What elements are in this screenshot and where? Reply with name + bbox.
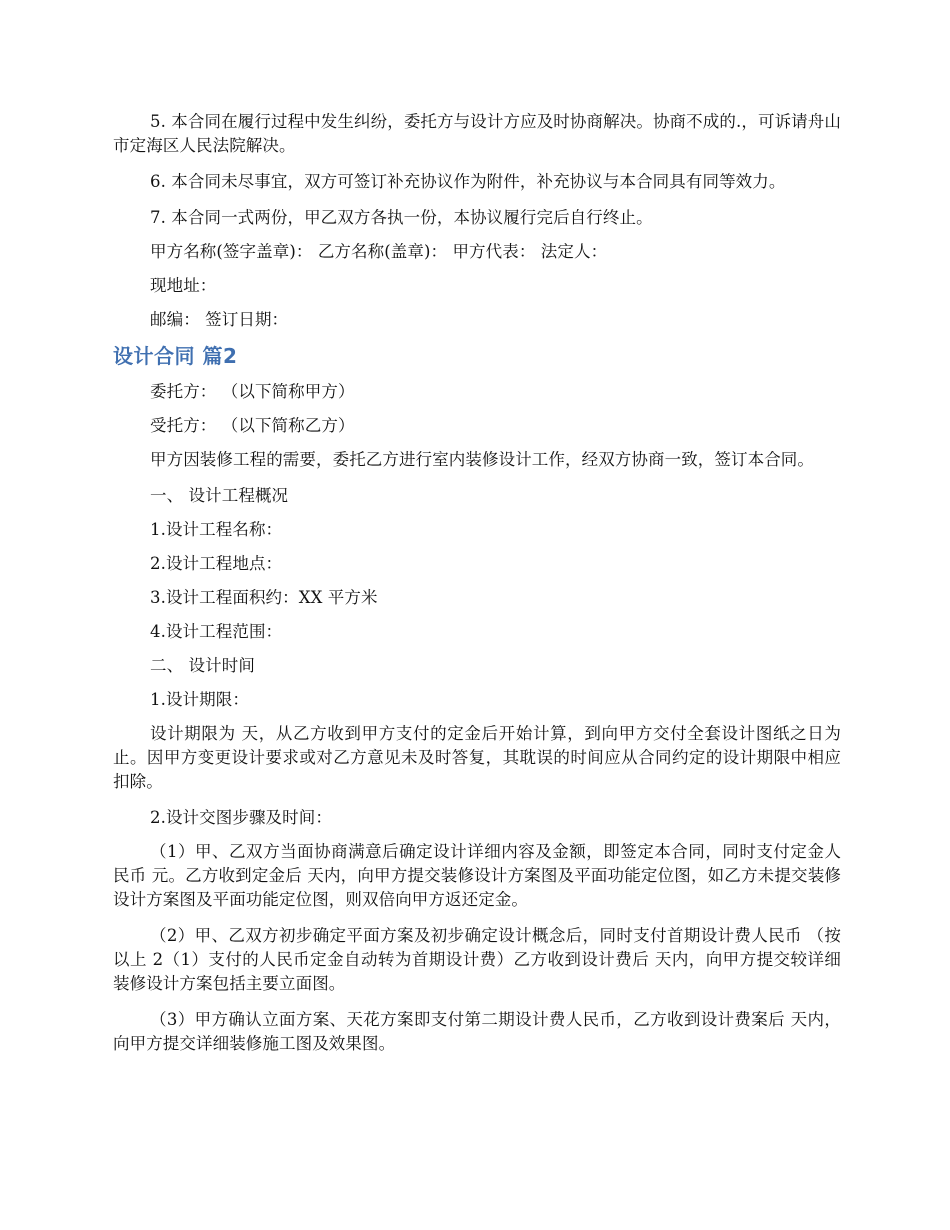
project-location: 2.设计工程地点： [150, 554, 283, 573]
clause-6: 6. 本合同未尽事宜，双方可签订补充协议作为附件，补充协议与本合同具有同等效力。 [150, 172, 786, 191]
signature-line: 甲方名称(签字盖章)： 乙方名称(盖章)： 甲方代表： 法定人： [150, 242, 608, 261]
design-period-title: 1.设计期限： [150, 690, 249, 709]
client-line: 委托方： （以下简称甲方） [150, 382, 355, 401]
drawing-steps-title: 2.设计交图步骤及时间： [150, 808, 332, 827]
design-period-paragraph: 设计期限为 天，从乙方收到甲方支付的定金后开始计算，到向甲方交付全套设计图纸之日为止。因甲方变更设计要求或对乙方意见未及时答复，其耽误的时间应从合同约定的设计期限中相应扣除。 [113, 724, 841, 791]
postcode-date-line: 邮编： 签订日期： [150, 310, 289, 329]
step-2-paragraph: （2）甲、乙双方初步确定平面方案及初步确定设计概念后，同时支付首期设计费人民币 （按以上 2（1）支付的人民币定金自动转为首期设计费）乙方收到设计费后 天内，向甲方提交较详细装修设计方案包括主要立面图。 [113, 926, 841, 993]
address-line: 现地址： [150, 276, 217, 295]
step-3-paragraph: （3）甲方确认立面方案、天花方案即支付第二期设计费人民币，乙方收到设计费案后 天内，向甲方提交详细装修施工图及效果图。 [113, 1010, 841, 1053]
section-1-title: 一、 设计工程概况 [150, 486, 289, 505]
clause-7: 7. 本合同一式两份，甲乙双方各执一份，本协议履行完后自行终止。 [150, 208, 653, 227]
section-heading: 设计合同 篇2 [113, 344, 238, 368]
step-1-paragraph: （1）甲、乙双方当面协商满意后确定设计详细内容及金额，即签定本合同，同时支付定金人民币 元。乙方收到定金后 天内，向甲方提交装修设计方案图及平面功能定位图，如乙方未提交装修设计方案图及平面功能定位图，则双倍向甲方返还定金。 [113, 842, 841, 909]
document-page [113, 110, 841, 1068]
clause-5: 5. 本合同在履行过程中发生纠纷，委托方与设计方应及时协商解决。协商不成的.，可诉请舟山市定海区人民法院解决。 [113, 112, 841, 155]
contractor-line: 受托方： （以下简称乙方） [150, 416, 355, 435]
project-scope: 4.设计工程范围： [150, 622, 283, 641]
project-name: 1.设计工程名称： [150, 520, 283, 539]
section-2-title: 二、 设计时间 [150, 656, 255, 675]
intro-paragraph: 甲方因装修工程的需要，委托乙方进行室内装修设计工作，经双方协商一致，签订本合同。 [150, 450, 814, 469]
project-area: 3.设计工程面积约：XX 平方米 [150, 588, 378, 607]
